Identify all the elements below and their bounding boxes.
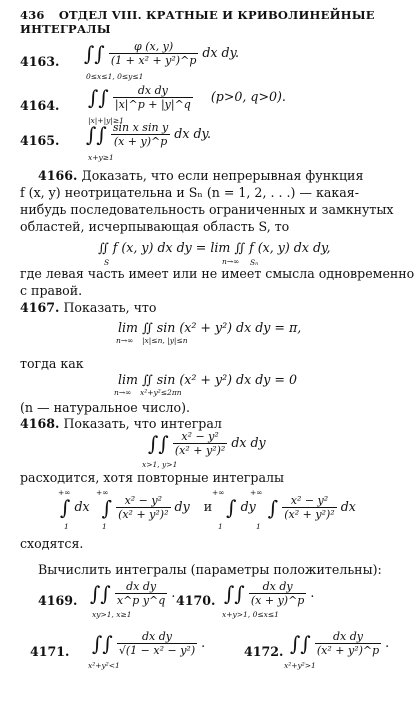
region-4165: x+y≥1 [88, 153, 114, 162]
problem-number-4171: 4171. [30, 644, 70, 659]
note-4167: (n — натуральное число). [20, 400, 191, 415]
text-line: с правой. [20, 283, 83, 298]
subscript-lim: n→∞ [222, 257, 240, 266]
problem-4168-line1 [20, 416, 222, 431]
subscript-sn: Sₙ [250, 258, 259, 267]
denominator-4170: (x + y)^p [250, 594, 305, 608]
numerator-4163: φ (x, y) [109, 40, 199, 54]
fraction-4169 [115, 580, 167, 607]
numerator-4165: sin x sin y [112, 121, 169, 134]
problem-number-4164: 4164. [20, 98, 60, 113]
formula-4170 [224, 580, 314, 607]
tail-4169: . [171, 585, 176, 601]
tail-4170: . [310, 585, 315, 601]
chapter-title: ОТДЕЛ VIII. КРАТНЫЕ И КРИВОЛИНЕЙНЫЕ ИНТЕГРАЛЫ [20, 8, 375, 36]
problem-4166-line1 [20, 168, 363, 183]
tail-4172: . [385, 635, 390, 651]
iter1-dx: dx [74, 499, 90, 515]
subscript-region: x²+y²≤2πn [140, 388, 182, 397]
problem-number-4165: 4165. [20, 133, 60, 148]
problem-number-4166: 4166. [38, 168, 78, 183]
double-integral-sign: ∫∫ [90, 581, 111, 606]
double-integral-sign: ∫∫ [92, 631, 113, 656]
fraction-4165 [111, 121, 170, 148]
text-line: нибудь последовательность ограниченных и замкнутых [20, 202, 394, 217]
formula-4168 [148, 430, 266, 457]
text-line: Доказать, что если непрерывная функция [81, 168, 364, 183]
formula-4167-2: lim ∬ sin (x² + y²) dx dy = 0 [118, 372, 297, 387]
running-header [20, 8, 419, 36]
denominator-4165: (x + y)^p [113, 135, 168, 149]
integral-sign: ∫ [226, 495, 237, 520]
tail-4171: . [201, 635, 206, 651]
text-line: тогда как [20, 356, 84, 371]
denominator-4164: |x|^p + |y|^q [114, 98, 191, 112]
numerator-4164: dx dy [113, 84, 193, 98]
denominator-4172: (x² + y²)^p [316, 644, 380, 658]
subscript-lim: n→∞ [116, 336, 134, 345]
formula-4172 [290, 630, 389, 657]
upper-limit: +∞ [250, 488, 263, 497]
numerator-iter1: x² − y² [116, 494, 170, 508]
region-4171: x²+y²<1 [88, 661, 120, 670]
tail-4163: dx dy. [202, 45, 240, 61]
subscript-lim: n→∞ [114, 388, 132, 397]
problem-number-4163: 4163. [20, 54, 60, 69]
lower-limit: 1 [256, 522, 261, 531]
text-line: областей, исчерпывающая область S, то [20, 219, 290, 234]
fraction-4171 [117, 630, 197, 657]
numerator-4171: dx dy [117, 630, 197, 644]
fraction-iter2 [282, 494, 336, 521]
fraction-4164 [113, 84, 193, 111]
text-line: расходится, хотя повторные интегралы [20, 470, 284, 485]
page-number: 436 [20, 8, 45, 22]
denominator-iter2: (x² + y²)² [284, 508, 335, 522]
denominator-4171: √(1 − x² − y²) [118, 644, 196, 658]
fraction-4168 [173, 430, 227, 457]
fraction-4163 [109, 40, 199, 67]
subscript-region: x>1, y>1 [142, 460, 178, 469]
section-instruction: Вычислить интегралы (параметры положительны): [38, 562, 382, 577]
numerator-4168: x² − y² [173, 430, 227, 444]
problem-number-4168: 4168. [20, 416, 60, 431]
double-integral-sign: ∫∫ [86, 122, 107, 147]
problem-number-4172: 4172. [244, 644, 284, 659]
text-line: Показать, что интеграл [63, 416, 222, 431]
integral-sign: ∫ [267, 495, 279, 520]
subscript-region: |x|≤n, |y|≤n [142, 336, 188, 345]
formula-4164 [88, 84, 286, 111]
iter2-tail: dx [340, 499, 356, 515]
formula-4163 [84, 40, 239, 67]
lower-limit: 1 [102, 522, 107, 531]
region-4170: x+y>1, 0≤x≤1 [222, 610, 279, 619]
double-integral-sign: ∫∫ [224, 581, 245, 606]
problem-4167-line1 [20, 300, 156, 315]
formula-4165 [86, 121, 211, 148]
upper-limit: +∞ [212, 488, 225, 497]
fraction-iter1 [116, 494, 170, 521]
double-integral-sign: ∫∫ [84, 41, 105, 66]
numerator-4169: dx dy [115, 580, 167, 594]
tail-4168: dx dy [231, 435, 266, 451]
numerator-4170: dx dy [249, 580, 306, 594]
denominator-4163: (1 + x² + y²)^p [110, 54, 197, 68]
integral-sign: ∫ [60, 495, 71, 520]
numerator-4172: dx dy [315, 630, 381, 644]
condition-4164: (p>0, q>0). [210, 89, 286, 105]
region-4172: x²+y²>1 [284, 661, 316, 670]
formula-4167-1: lim ∬ sin (x² + y²) dx dy = π, [118, 320, 302, 335]
numerator-iter2: x² − y² [282, 494, 336, 508]
subscript-s: S [104, 258, 110, 267]
region-4169: xy>1, x≥1 [92, 610, 132, 619]
lower-limit: 1 [218, 522, 223, 531]
problem-number-4167: 4167. [20, 300, 60, 315]
integral-sign: ∫ [101, 495, 113, 520]
denominator-4169: x^p y^q [116, 594, 166, 608]
region-4164: |x|+|y|≥1 [88, 116, 124, 125]
fraction-4170 [249, 580, 306, 607]
double-integral-sign: ∫∫ [88, 85, 109, 110]
double-integral-sign: ∫∫ [290, 631, 311, 656]
text-line: сходятся. [20, 536, 84, 551]
double-integral-sign: ∫∫ [148, 431, 169, 456]
lower-limit: 1 [64, 522, 69, 531]
tail-4165: dx dy. [174, 126, 211, 142]
iter1-tail: dy [174, 499, 190, 515]
problem-number-4170: 4170. [176, 593, 216, 608]
denominator-4168: (x² + y²)² [174, 444, 226, 458]
formula-4166: ∬ f (x, y) dx dy = lim ∬ f (x, y) dx dy, [98, 240, 331, 255]
problem-number-4169: 4169. [38, 593, 78, 608]
iterated-integrals [60, 494, 356, 521]
conjunction-and: и [203, 499, 213, 515]
iter2-dy: dy [240, 499, 256, 515]
upper-limit: +∞ [96, 488, 109, 497]
text-line: f (x, y) неотрицательна и Sₙ (n = 1, 2, . . .) — какая- [20, 185, 359, 200]
formula-4171 [92, 630, 205, 657]
text-line: где левая часть имеет или не имеет смысла одновременно [20, 266, 415, 281]
upper-limit: +∞ [58, 488, 71, 497]
formula-4169 [90, 580, 175, 607]
text-line: Показать, что [63, 300, 157, 315]
denominator-iter1: (x² + y²)² [118, 508, 169, 522]
fraction-4172 [315, 630, 381, 657]
region-4163: 0≤x≤1, 0≤y≤1 [86, 72, 144, 81]
